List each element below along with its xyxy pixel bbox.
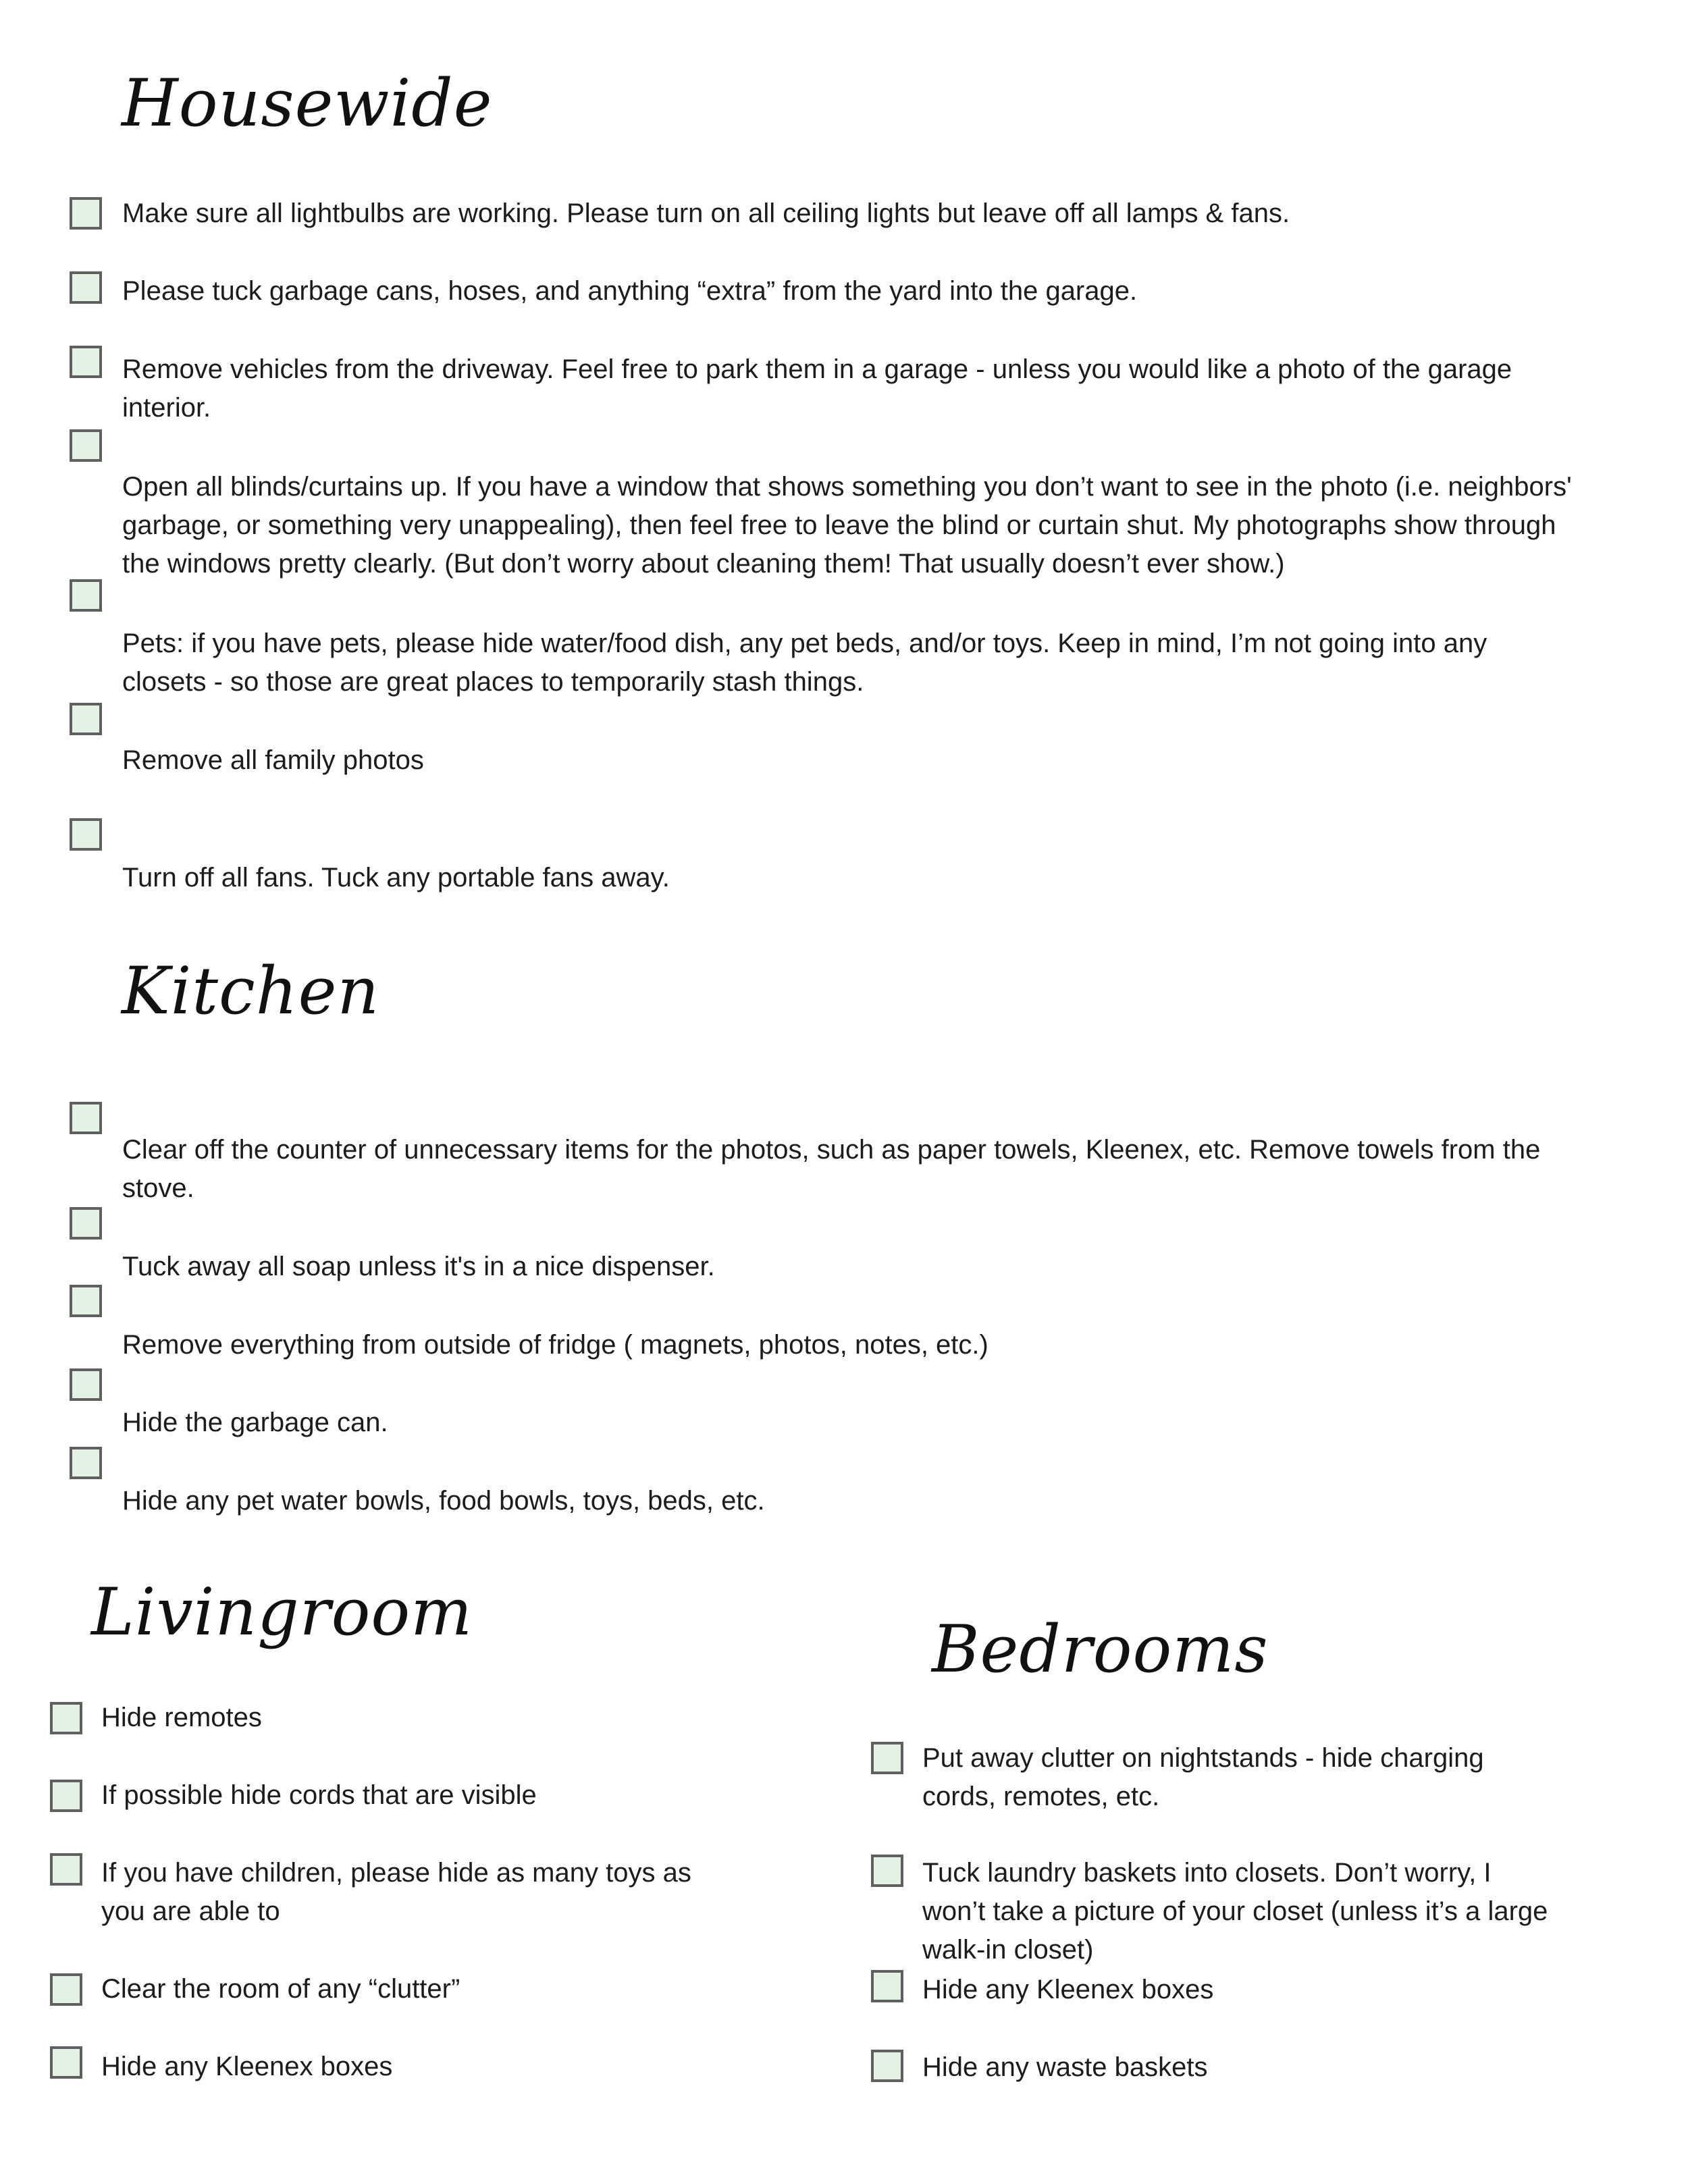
checkbox-housewide-7[interactable] [70, 818, 102, 851]
item-kitchen-5: Hide any pet water bowls, food bowls, toys, beds, etc. [122, 1486, 765, 1516]
item-bedrooms-2: Tuck laundry baskets into closets. Don’t worry, I won’t take a picture of your closet (unless it’s a large walk-in closet) [922, 1858, 1548, 1965]
checkbox-housewide-2[interactable] [70, 271, 102, 304]
section-title-kitchen: Kitchen [122, 953, 380, 1029]
checkbox-kitchen-4[interactable] [70, 1368, 102, 1401]
item-bedrooms-3: Hide any Kleenex boxes [922, 1975, 1214, 2004]
item-bedrooms-1: Put away clutter on nightstands - hide charging cords, remotes, etc. [922, 1743, 1484, 1811]
checkbox-livingroom-4[interactable] [50, 1973, 82, 2006]
section-title-bedrooms: Bedrooms [932, 1612, 1269, 1687]
checkbox-livingroom-3[interactable] [50, 1853, 82, 1886]
item-bedrooms-4: Hide any waste baskets [922, 2052, 1208, 2082]
item-housewide-6: Remove all family photos [122, 745, 424, 775]
item-livingroom-4: Clear the room of any “clutter” [101, 1974, 460, 2004]
checkbox-housewide-6[interactable] [70, 703, 102, 735]
checkbox-kitchen-5[interactable] [70, 1447, 102, 1479]
checkbox-bedrooms-3[interactable] [871, 1970, 903, 2002]
checkbox-kitchen-1[interactable] [70, 1102, 102, 1134]
item-housewide-7: Turn off all fans. Tuck any portable fans away. [122, 863, 670, 893]
section-title-housewide: Housewide [122, 65, 493, 141]
checkbox-bedrooms-2[interactable] [871, 1855, 903, 1887]
checkbox-kitchen-3[interactable] [70, 1285, 102, 1317]
checkbox-kitchen-2[interactable] [70, 1207, 102, 1240]
item-livingroom-5: Hide any Kleenex boxes [101, 2052, 393, 2081]
item-livingroom-3: If you have children, please hide as many toys as you are able to [101, 1858, 691, 1926]
item-kitchen-3: Remove everything from outside of fridge ( magnets, photos, notes, etc.) [122, 1330, 988, 1360]
checkbox-housewide-4[interactable] [70, 429, 102, 462]
item-kitchen-2: Tuck away all soap unless it's in a nice dispenser. [122, 1252, 715, 1281]
checkbox-bedrooms-1[interactable] [871, 1742, 903, 1774]
item-housewide-4: Open all blinds/curtains up. If you have a window that shows something you don’t want to see in the photo (i.e. neighbors' garbage, or something very unappealing), then feel free to leave the blind or curtain shut. My photographs show through the windows pretty clearly. (But don’t worry about cleaning them! That usually doesn’t ever show.) [122, 472, 1572, 579]
item-kitchen-1: Clear off the counter of unnecessary items for the photos, such as paper towels, Kleenex, etc. Remove towels from the stove. [122, 1135, 1541, 1203]
item-kitchen-4: Hide the garbage can. [122, 1408, 388, 1437]
checkbox-housewide-5[interactable] [70, 579, 102, 612]
checkbox-bedrooms-4[interactable] [871, 2050, 903, 2082]
item-livingroom-1: Hide remotes [101, 1703, 262, 1732]
checkbox-housewide-3[interactable] [70, 346, 102, 378]
item-housewide-5: Pets: if you have pets, please hide water/food dish, any pet beds, and/or toys. Keep in mind, I’m not going into any closets - so those are great places to temporarily stash things. [122, 629, 1487, 697]
item-housewide-1: Make sure all lightbulbs are working. Please turn on all ceiling lights but leave off all lamps & fans. [122, 198, 1290, 228]
item-livingroom-2: If possible hide cords that are visible [101, 1780, 537, 1810]
section-title-livingroom: Livingroom [91, 1574, 473, 1650]
checkbox-livingroom-2[interactable] [50, 1780, 82, 1812]
item-housewide-3: Remove vehicles from the driveway. Feel free to park them in a garage - unless you would like a photo of the garage interior. [122, 354, 1512, 423]
checkbox-housewide-1[interactable] [70, 197, 102, 230]
checkbox-livingroom-5[interactable] [50, 2046, 82, 2079]
checkbox-livingroom-1[interactable] [50, 1702, 82, 1734]
item-housewide-2: Please tuck garbage cans, hoses, and anything “extra” from the yard into the garage. [122, 276, 1138, 306]
